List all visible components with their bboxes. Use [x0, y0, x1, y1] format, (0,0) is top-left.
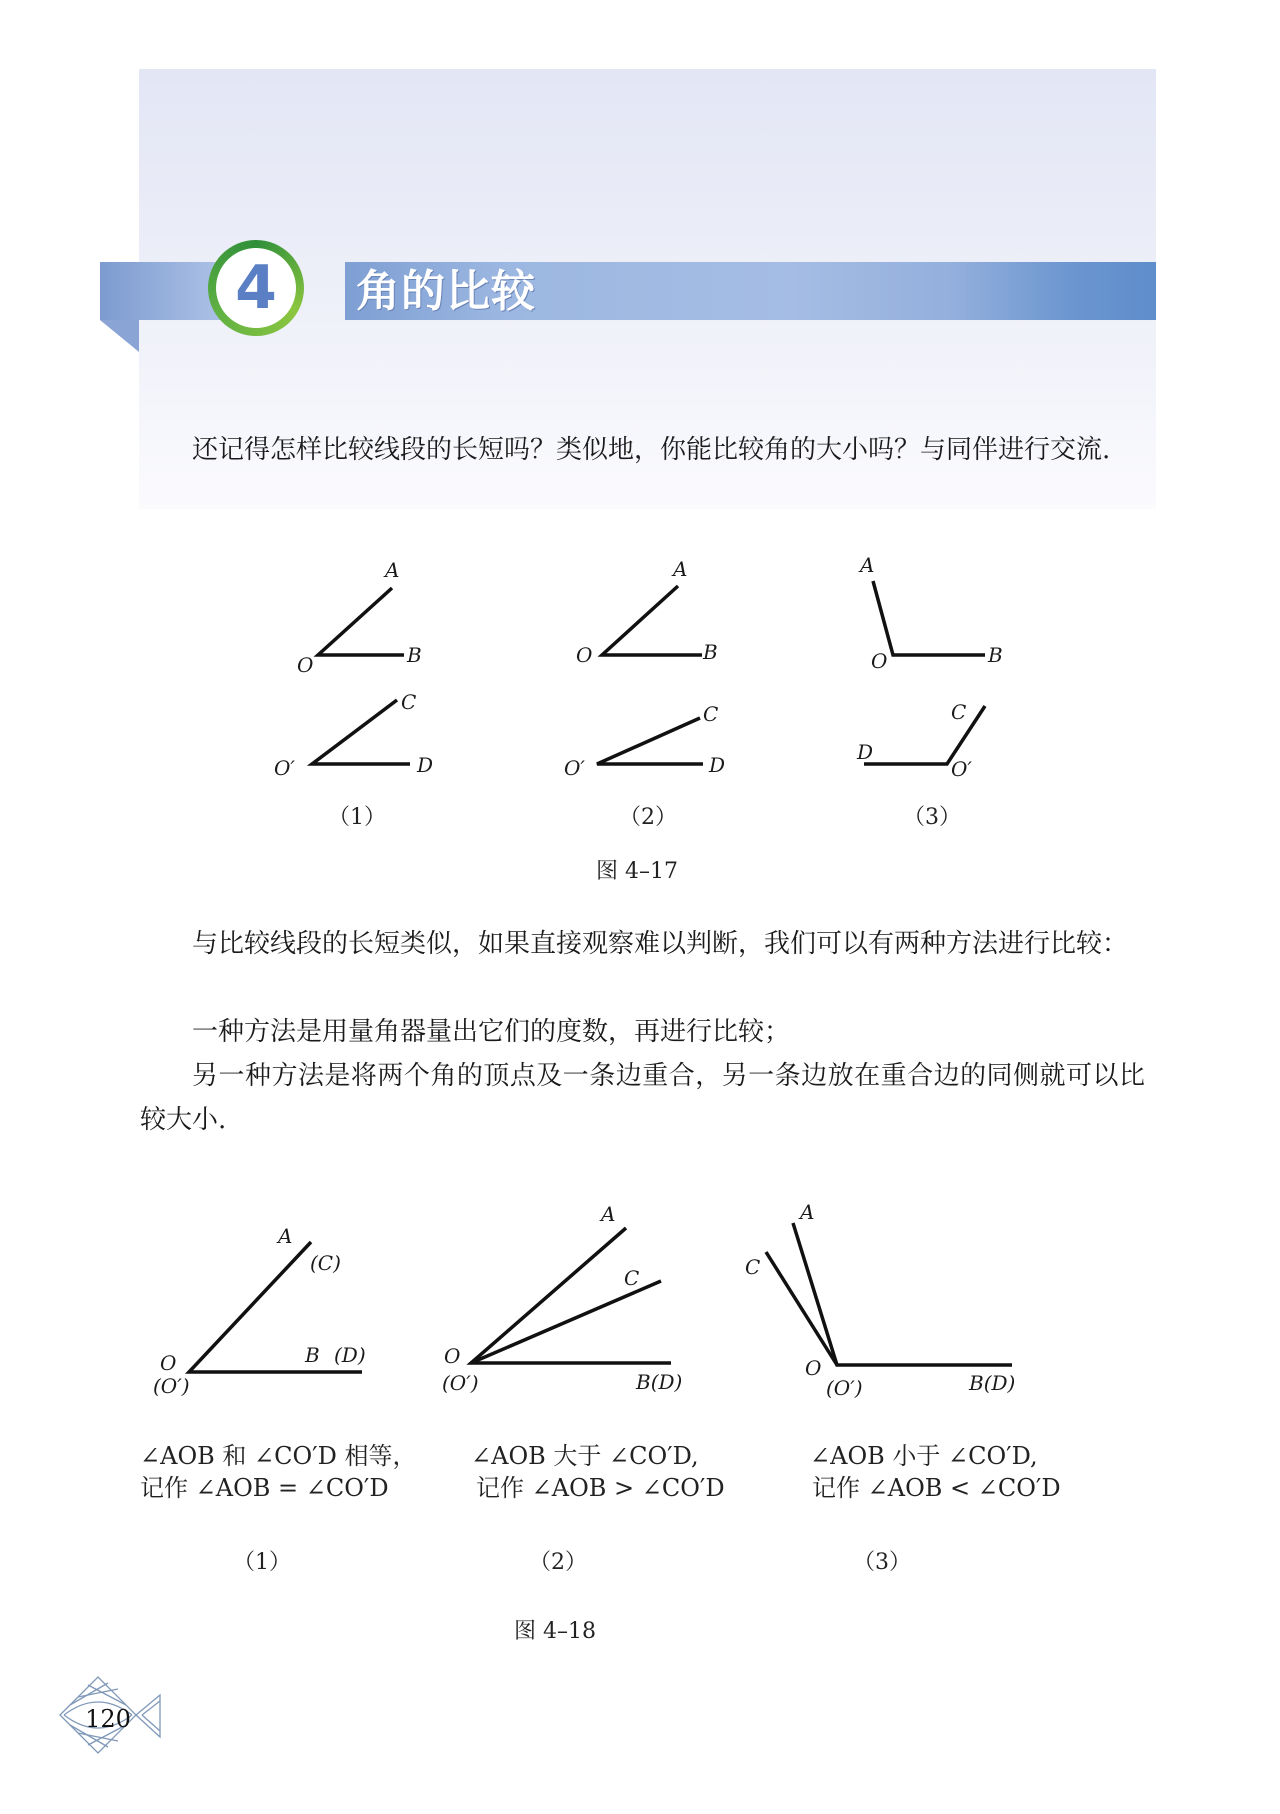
figure-4-18-caption: 图 4–18: [514, 1619, 596, 1644]
label-O-prime: (O′): [153, 1374, 190, 1398]
label-D: D: [857, 740, 874, 764]
figure-4-18-panel-3-statement-line2: 记作 ∠AOB < ∠CO′D: [812, 1474, 1061, 1502]
section-number: 4: [216, 248, 296, 328]
figure-4-18-panel-1-statement-line1: ∠AOB 和 ∠CO′D 相等，: [140, 1442, 417, 1470]
figure-4-18-panel-1-statement-line2: 记作 ∠AOB = ∠CO′D: [140, 1474, 389, 1502]
label-O-prime: O′: [564, 756, 585, 780]
label-A: A: [601, 1202, 616, 1226]
label-A: A: [860, 553, 875, 577]
label-C: C: [401, 690, 417, 714]
label-O-prime: (O′): [442, 1371, 479, 1395]
label-O: O: [444, 1344, 461, 1368]
label-O-prime: O′: [274, 756, 295, 780]
figure-4-17-panel-3-label: （3）: [903, 805, 961, 830]
label-O: O: [160, 1351, 177, 1375]
label-C: C: [745, 1255, 761, 1279]
label-BD: B(D): [969, 1371, 1016, 1395]
figure-4-18-panel-2-statement-line1: ∠AOB 大于 ∠CO′D,: [471, 1442, 699, 1470]
label-O: O: [871, 649, 888, 673]
label-A: A: [278, 1224, 293, 1248]
page-number: 120: [85, 1705, 131, 1733]
label-A: A: [673, 557, 688, 581]
figure-4-18-panel-3-statement-line1: ∠AOB 小于 ∠CO′D,: [810, 1442, 1038, 1470]
figure-4-17-caption: 图 4–17: [596, 859, 678, 884]
label-O: O: [805, 1356, 822, 1380]
figure-4-17-panel-2-label: （2）: [619, 805, 677, 830]
label-C: C: [703, 702, 719, 726]
figure-4-18-panel-2-statement-line2: 记作 ∠AOB > ∠CO′D: [476, 1474, 725, 1502]
label-B: B: [988, 643, 1003, 667]
label-B: B: [703, 640, 718, 664]
label-C: (C): [310, 1251, 341, 1275]
intro-paragraph: 还记得怎样比较线段的长短吗？类似地，你能比较角的大小吗？与同伴进行交流.: [192, 435, 1111, 465]
label-A: A: [385, 558, 400, 582]
label-D: (D): [334, 1343, 366, 1367]
label-O-prime: O′: [951, 757, 972, 781]
label-C: C: [624, 1266, 640, 1290]
label-D: D: [709, 753, 726, 777]
label-B: B: [407, 643, 422, 667]
methods-paragraph-2: 一种方法是用量角器量出它们的度数，再进行比较；: [192, 1017, 791, 1047]
label-B: B: [305, 1343, 320, 1367]
figure-4-18-panel-1-label: （1）: [233, 1550, 291, 1575]
label-A: A: [800, 1200, 815, 1224]
methods-paragraph-1: 与比较线段的长短类似，如果直接观察难以判断，我们可以有两种方法进行比较：: [192, 929, 1129, 959]
label-BD: B(D): [636, 1370, 683, 1394]
figure-4-17-panel-1-label: （1）: [328, 805, 386, 830]
figure-4-18-panel-3-label: （3）: [853, 1550, 911, 1575]
page-number-badge: [58, 1675, 178, 1765]
label-O: O: [576, 643, 593, 667]
label-D: D: [417, 753, 434, 777]
label-C: C: [951, 700, 967, 724]
methods-paragraph-3: 另一种方法是将两个角的顶点及一条边重合，另一条边放在重合边的同侧就可以比较大小.: [140, 1061, 1145, 1135]
figure-4-18-panel-2-label: （2）: [529, 1550, 587, 1575]
label-O-prime: (O′): [826, 1376, 863, 1400]
label-O: O: [297, 653, 314, 677]
section-title: 角的比较: [356, 266, 536, 317]
